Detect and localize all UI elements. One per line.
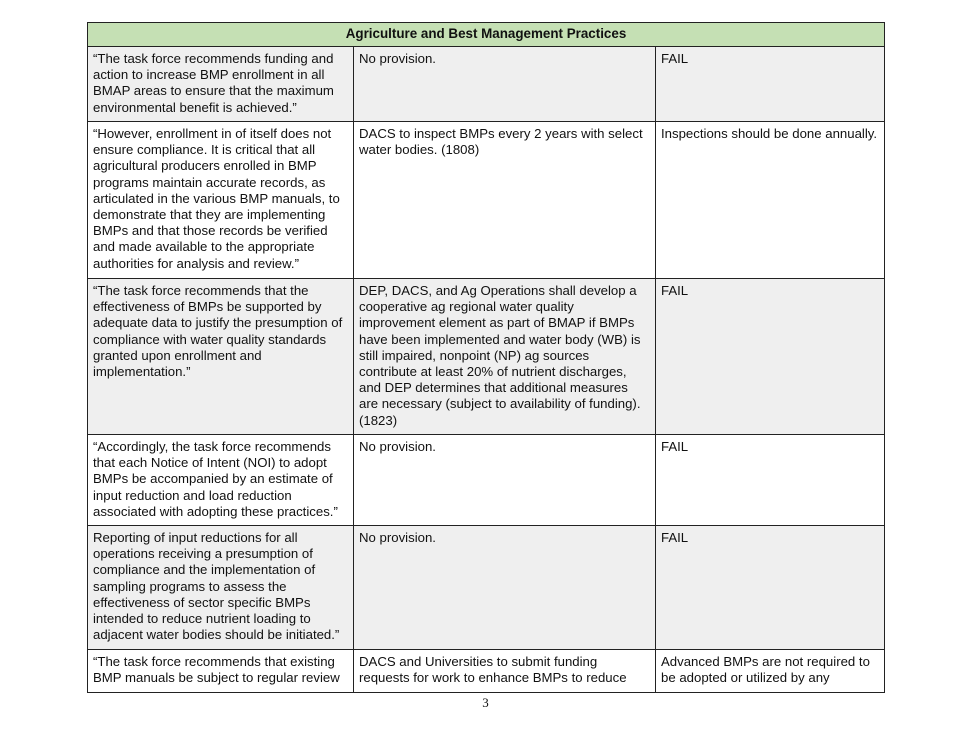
provision-cell: DACS and Universities to submit funding requests for work to enhance BMPs to reduce bbox=[354, 650, 656, 693]
assessment-cell: FAIL bbox=[656, 435, 885, 526]
recommendation-cell: Reporting of input reductions for all operations receiving a presumption of compliance and the implementation of sampling programs to assess the effectiveness of sector specific BMPs intended to reduce nutrient loading to adjacent water bodies should be initiated.” bbox=[88, 526, 354, 650]
policy-comparison-table bbox=[87, 22, 885, 693]
assessment-cell: Advanced BMPs are not required to be adopted or utilized by any bbox=[656, 650, 885, 693]
recommendation-cell: “The task force recommends funding and action to increase BMP enrollment in all BMAP areas to ensure that the maximum environmental benefit is achieved.” bbox=[88, 47, 354, 122]
assessment-cell: Inspections should be done annually. bbox=[656, 122, 885, 279]
provision-cell: No provision. bbox=[354, 47, 656, 122]
table-row bbox=[88, 526, 885, 650]
provision-cell: DEP, DACS, and Ag Operations shall develop a cooperative ag regional water quality improvement element as part of BMAP if BMPs have been implemented and water body (WB) is still impaired, nonpoint (NP) ag sources contribute at least 20% of nutrient discharges, and DEP determines that additional measures are necessary (subject to availability of funding). (1823) bbox=[354, 279, 656, 435]
recommendation-cell: “The task force recommends that existing BMP manuals be subject to regular review bbox=[88, 650, 354, 693]
assessment-cell: FAIL bbox=[656, 47, 885, 122]
table-row bbox=[88, 47, 885, 122]
recommendation-cell: “Accordingly, the task force recommends that each Notice of Intent (NOI) to adopt BMPs be accompanied by an estimate of input reduction and load reduction associated with adopting these practices.” bbox=[88, 435, 354, 526]
page-number: 3 bbox=[482, 695, 489, 710]
section-title: Agriculture and Best Management Practices bbox=[88, 23, 885, 47]
table-row bbox=[88, 122, 885, 279]
section-header-row bbox=[88, 23, 885, 47]
table-row bbox=[88, 435, 885, 526]
recommendation-cell: “However, enrollment in of itself does not ensure compliance. It is critical that all agricultural producers enrolled in BMP programs maintain accurate records, as articulated in the various BMP manuals, to demonstrate that they are implementing BMPs and that those records be verified and made available to the appropriate authorities for analysis and review.” bbox=[88, 122, 354, 279]
recommendation-cell: “The task force recommends that the effectiveness of BMPs be supported by adequate data to justify the presumption of compliance with water quality standards granted upon enrollment and implementation.” bbox=[88, 279, 354, 435]
provision-cell: No provision. bbox=[354, 526, 656, 650]
table-row bbox=[88, 650, 885, 693]
assessment-cell: FAIL bbox=[656, 526, 885, 650]
provision-cell: DACS to inspect BMPs every 2 years with select water bodies. (1808) bbox=[354, 122, 656, 279]
table-row bbox=[88, 279, 885, 435]
assessment-cell: FAIL bbox=[656, 279, 885, 435]
provision-cell: No provision. bbox=[354, 435, 656, 526]
